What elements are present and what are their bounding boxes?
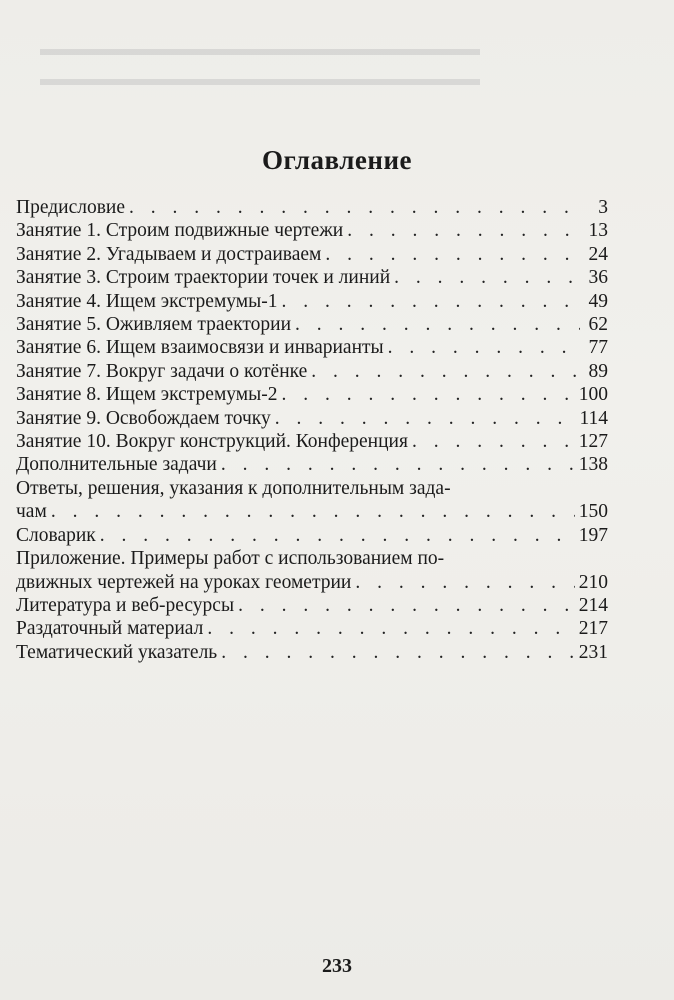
toc-entry-label: Занятие 1. Строим подвижные чертежи: [16, 220, 344, 242]
toc-entry-page: 62: [588, 314, 608, 336]
leader-dots: [388, 336, 580, 359]
toc-entry-label: Словарик: [16, 524, 96, 546]
toc-entry[interactable]: [16, 547, 608, 594]
toc-entry-label: Занятие 2. Угадываем и достраиваем: [16, 243, 322, 265]
toc-entry-label: Тематический указатель: [16, 641, 218, 663]
leader-dots: [325, 243, 580, 266]
toc-entry[interactable]: [16, 266, 608, 289]
toc-entry-page: 49: [588, 290, 608, 312]
toc-entry[interactable]: [16, 477, 608, 524]
toc-entry-page: 3: [598, 197, 608, 218]
toc-entry-page: 210: [578, 571, 608, 593]
table-of-contents: [16, 196, 608, 664]
toc-entry-page: 197: [578, 524, 608, 546]
leader-dots: [221, 453, 575, 476]
toc-entry[interactable]: [16, 617, 608, 640]
leader-dots: [347, 219, 580, 242]
toc-entry[interactable]: [16, 196, 608, 219]
leader-dots: [221, 641, 575, 664]
toc-entry-page: 231: [578, 641, 608, 663]
toc-entry[interactable]: [16, 243, 608, 266]
toc-entry[interactable]: [16, 453, 608, 476]
toc-entry[interactable]: [16, 407, 608, 430]
toc-entry[interactable]: [16, 594, 608, 617]
toc-entry-label: Занятие 9. Освобождаем точку: [16, 407, 271, 429]
toc-entry-page: 77: [588, 337, 608, 359]
leader-dots: [100, 524, 575, 547]
toc-entry-label: Ответы, решения, указания к дополнительным зада-: [16, 477, 451, 499]
leader-dots: [51, 500, 575, 523]
toc-entry-page: 100: [578, 384, 608, 406]
toc-entry-page: 13: [588, 220, 608, 242]
leader-dots: [129, 196, 580, 219]
bleed-through-decoration: ▬▬▬▬▬▬▬▬▬▬▬▬▬▬▬▬▬▬▬▬▬▬: [40, 68, 480, 90]
toc-entry-page: 89: [588, 360, 608, 382]
toc-entry-label: Занятие 7. Вокруг задачи о котёнке: [16, 360, 308, 382]
toc-entry[interactable]: [16, 360, 608, 383]
toc-entry[interactable]: [16, 290, 608, 313]
toc-entry-label: Занятие 10. Вокруг конструкций. Конференция: [16, 431, 408, 453]
leader-dots: [238, 594, 575, 617]
toc-entry-label: Занятие 4. Ищем экстремумы-1: [16, 290, 278, 312]
toc-entry-page: 24: [588, 243, 608, 265]
toc-entry[interactable]: [16, 383, 608, 406]
leader-dots: [281, 383, 574, 406]
toc-entry[interactable]: [16, 524, 608, 547]
toc-entry[interactable]: [16, 641, 608, 664]
toc-entry-label: Предисловие: [16, 197, 126, 218]
toc-entry-page: 217: [578, 618, 608, 640]
toc-entry-page: 114: [579, 407, 608, 429]
toc-entry-page: 36: [588, 267, 608, 289]
toc-entry-label: Занятие 3. Строим траектории точек и линий: [16, 267, 391, 289]
leader-dots: [355, 571, 574, 594]
leader-dots: [275, 407, 576, 430]
toc-entry-label: Занятие 8. Ищем экстремумы-2: [16, 384, 278, 406]
toc-entry[interactable]: [16, 219, 608, 242]
leader-dots: [207, 617, 574, 640]
leader-dots: [412, 430, 575, 453]
leader-dots: [311, 360, 580, 383]
toc-entry[interactable]: [16, 336, 608, 359]
toc-entry-page: 214: [578, 594, 608, 616]
toc-entry-label: Занятие 6. Ищем взаимосвязи и инварианты: [16, 337, 384, 359]
toc-entry-page: 150: [578, 501, 608, 523]
leader-dots: [394, 266, 580, 289]
toc-entry-label: Дополнительные задачи: [16, 454, 217, 476]
toc-entry-label: Приложение. Примеры работ с использованием по-: [16, 548, 445, 570]
bleed-through-decoration: ▬▬▬▬▬▬▬▬▬▬▬▬▬▬▬▬▬▬▬▬▬▬: [40, 38, 480, 60]
leader-dots: [281, 290, 580, 313]
toc-entry-label: Литература и веб-ресурсы: [16, 594, 235, 616]
toc-entry-page: 138: [578, 454, 608, 476]
toc-entry-page: 127: [578, 431, 608, 453]
leader-dots: [295, 313, 580, 336]
toc-entry[interactable]: [16, 430, 608, 453]
toc-entry-label: Занятие 5. Оживляем траектории: [16, 314, 291, 336]
page-number: 233: [322, 955, 352, 977]
toc-entry-label-continued: чам: [16, 501, 47, 523]
toc-entry-label-continued: движных чертежей на уроках геометрии: [16, 571, 352, 593]
toc-entry-label: Раздаточный материал: [16, 618, 204, 640]
toc-title: Оглавление: [262, 145, 412, 175]
toc-entry[interactable]: [16, 313, 608, 336]
